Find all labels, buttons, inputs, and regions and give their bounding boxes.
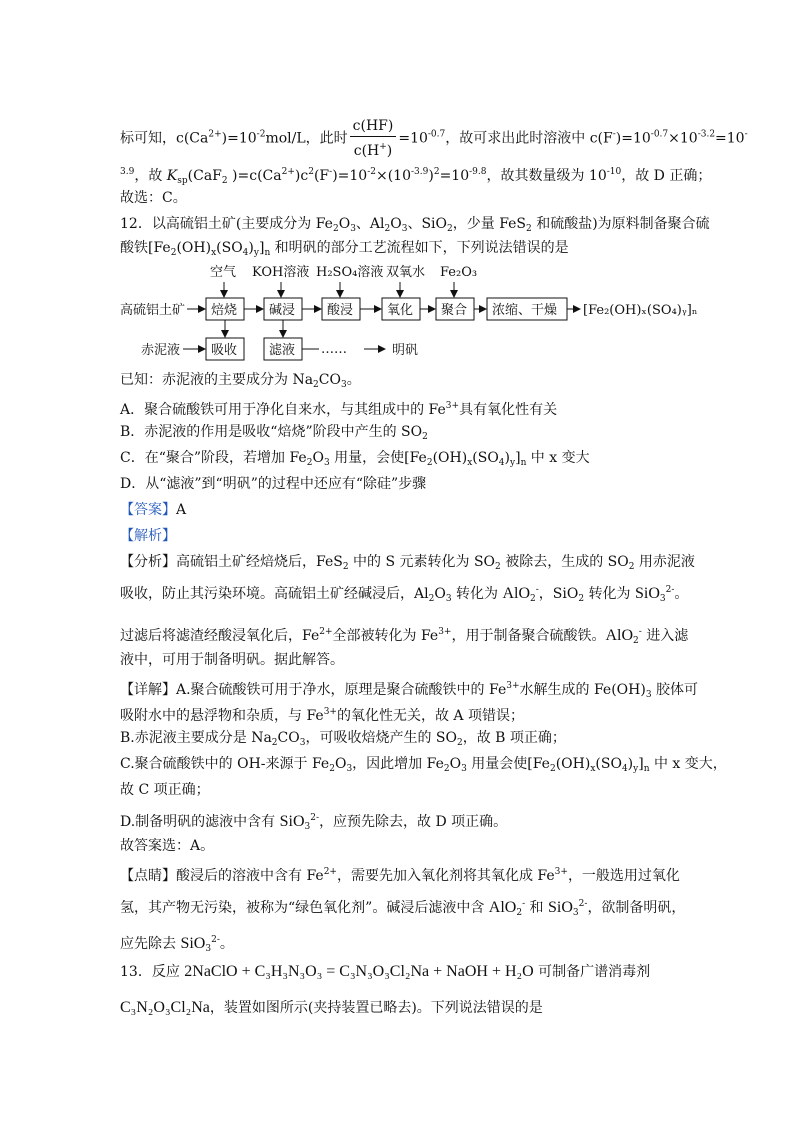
analysis-line: 液中，可用于制备明矾。据此解答。 [120,652,344,668]
detail-line: 故 C 项正确； [120,782,210,798]
step-alkali: 碱浸 [269,303,296,318]
red-mud-label: 赤泥液 [141,343,181,358]
tip-line: 【点睛】酸浸后的溶液中含有 $Fe^{2+}$，需要先加入氧化剂将其氧化成 $Fe^{3+}$，一般选用过氧化 [120,867,680,884]
analysis-tag: 【解析】 [120,528,176,544]
raw-material: 高硫铝土矿 [120,303,186,318]
detail-line: 【详解】A.聚合硫酸铁可用于净水，原理是聚合硫酸铁中的 $Fe^{3+}$水解生成的 $Fe(OH)_3$ 胶体可 [120,681,699,700]
step-absorb: 吸收 [211,343,238,358]
question-12-stem: 酸铁$[Fe_2(OH)_x(SO_4)_y]_n$ 和明矾的部分工艺流程如下，下列说法错误的是 [120,240,569,258]
step-acid: 酸浸 [327,303,354,318]
analysis-line: 吸收，防止其污染环境。高硫铝土矿经碱浸后，$Al_2O_3$ 转化为 AlO$_2$-，SiO$_2$ 转化为 SiO$_3^{2-}$。 [120,585,689,604]
tip-line: 氢，其产物无污染，被称为“绿色氧化剂”。碱浸后滤液中含 AlO$_2$- 和 SiO$_3^{2-}$，欲制备明矾， [120,899,686,918]
tip-line: 应先除去 SiO$_3^{2-}$。 [120,935,234,954]
option-d: D．从“滤液”到“明矾”的过程中还应有“除硅”步骤 [120,476,427,492]
detail-line: 吸附水中的悬浮物和杂质，与 $Fe^{3+}$的氧化性无关，故 A 项错误； [120,707,524,724]
step-polymerize-box [436,298,474,320]
final-answer: 故答案选：A。 [120,838,215,854]
reagent-air: 空气 [210,265,237,280]
dots: …… [321,342,347,357]
analysis-line: 【分析】高硫铝土矿经焙烧后，FeS$_2$ 中的 S 元素转化为 $SO_2$ 被除去，生成的 $SO_2$ 用赤泥液 [120,554,695,572]
reaction-equation: 2NaClO + C₃H₃N₃O₃ = C₃N₃O₃Cl₂Na + NaOH + H₂O [184,963,534,980]
question-12-stem: 12．以高硫铝土矿(主要成分为 $Fe_2O_3$、$Al_2O_3$、SiO$_2$，少量 FeS$_2$ 和硫酸盐)为原料制备聚合硫 [120,216,710,234]
option-b: B．赤泥液的作用是吸收“焙烧”阶段中产生的 $SO_2$ [120,424,428,442]
step-polymerize: 聚合 [441,303,468,318]
option-a: A．聚合硫酸铁可用于净化自来水，与其组成中的 $Fe^{3+}$具有氧化性有关 [120,401,558,418]
reagent-h2o2: 双氧水 [386,265,426,280]
alum-label: 明矾 [392,343,419,358]
question-13-stem: C₃N₂O₃Cl₂Na，装置如图所示(夹持装置已略去)。下列说法错误的是 [120,999,543,1016]
step-filtrate: 滤液 [269,343,296,358]
step-oxidize-box [382,298,420,320]
product-label: [Fe₂(OH)ₓ(SO₄)ᵧ]ₙ [583,303,698,318]
step-concentrate-box [487,298,567,320]
step-alkali-box [264,298,302,320]
step-absorb-box [206,338,244,360]
detail-line: B.赤泥液主要成分是 $Na_2CO_3$，可吸收焙烧产生的 $SO_2$，故 B 项正确； [120,730,566,748]
step-filtrate-box [264,338,302,360]
step-roast-box [206,298,244,320]
step-acid-box [322,298,360,320]
text-line: 标可知，$c(Ca^{2+})=10^{-2}mol/L$，此时 $\frac{c(HF)}{c(H^+)}$ $=10^{-0.7}$，故可求出此时溶液中 $c(F^-)=10^{-0.7}\times 10^{-3.2}=10^-$ [120,118,748,159]
step-concentrate: 浓缩、干燥 [492,303,558,318]
text-line: $^{3.9}$，故 $K_{sp}(CaF_2$ )$=c(Ca^{2+})c^2(F^-)=10^{-2}\times(10^{-3.9})^2=10^{-9.8}$，故其数量级为 $10^{-10}$，故 D 正确； [120,167,712,186]
reagent-koh: KOH溶液 [252,265,310,280]
text-line: 故选：C。 [120,190,187,206]
analysis-line: 过滤后将滤渣经酸浸氧化后，$Fe^{2+}$全部被转化为 $Fe^{3+}$，用于制备聚合硫酸铁。AlO$_2$- 进入滤 [120,627,689,646]
answer-tag: 【答案】 [120,502,176,518]
known-note: 已知：赤泥液的主要成分为 $Na_2CO_3$。 [120,372,361,390]
step-oxidize: 氧化 [387,303,414,318]
answer-line: 【答案】A [120,502,187,518]
option-c: C．在“聚合”阶段，若增加 $Fe_2O_3$ 用量，会使$[Fe_2(OH)_x(SO_4)_y]_n$ 中 x 变大 [120,450,590,468]
fraction: $\frac{c(HF)}{c(H^+)}$ [350,116,397,161]
question-13-stem: 13．反应 2NaClO + C₃H₃N₃O₃ = C₃N₃O₃Cl₂Na + NaOH + H₂O 可制备广谱消毒剂 [120,963,651,980]
reagent-fe2o3: Fe₂O₃ [440,265,478,280]
detail-line: C.聚合硫酸铁中的 OH-来源于 $Fe_2O_3$，因此增加 $Fe_2O_3$ 用量会使$[Fe_2(OH)_x(SO_4)_y]_n$ 中 x 变大， [120,756,727,774]
step-roast: 焙烧 [211,303,238,318]
detail-line: D.制备明矾的滤液中含有 SiO$_3^{2-}$，应预先除去，故 D 项正确。 [120,813,508,832]
reagent-h2so4: H₂SO₄溶液 [316,265,384,280]
product-formula: C₃N₂O₃Cl₂Na [120,999,210,1016]
